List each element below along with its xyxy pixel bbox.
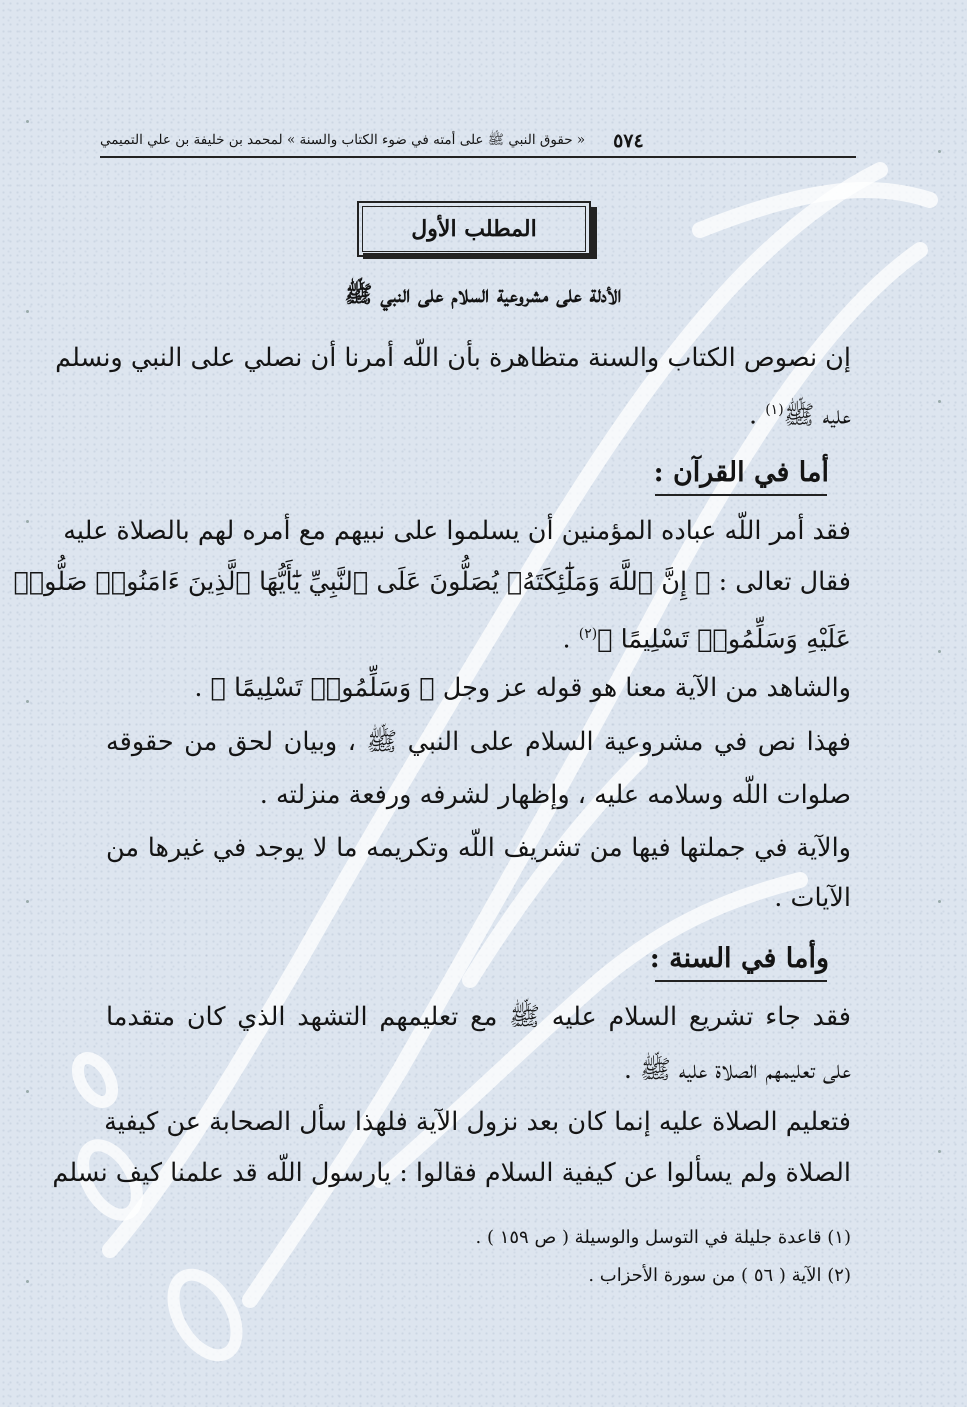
sunnah-line-4: الصلاة ولم يسألوا عن كيفية السلام فقالوا : يارسول اللّه قد علمنا كيف نسلم [52,1158,851,1188]
box-shadow-side [591,207,597,259]
quran-line-5: فهذا نص في مشروعية السلام على النبي ﷺ ، وبيان لحق من حقوقه [106,727,851,757]
section-title-box [357,201,591,257]
quran-line-8: الآيات . [774,883,851,913]
footnote-ref-2: (٢) [578,626,598,642]
quran-line-1: فقد أمر اللّه عباده المؤمنين أن يسلموا على نبيهم مع أمره لهم بالصلاة عليه [63,516,851,546]
footnote-2: (٢) الآية ( ٥٦ ) من سورة الأحزاب . [588,1265,851,1286]
sunnah-line-3: فتعليم الصلاة عليه إنما كان بعد نزول الآية فلهذا سأل الصحابة عن كيفية [104,1107,851,1137]
intro-line-2: عليه ﷺ$^{(١)}$ . [748,400,851,431]
footnote-1: (١) قاعدة جليلة في التوسل والوسيلة ( ص ١٥٩ ) . [475,1227,851,1248]
quran-line-2: فقال تعالى : ﴿ إِنَّ ٱللَّهَ وَمَلَٰٓئِكَتَهُۥ يُصَلُّونَ عَلَى ٱلنَّبِيِّ يَٰٓأَيُّهَا ٱلَّذِينَ ءَامَنُوا۟ صَلُّوا۟ [13,567,851,597]
page-header [100,126,856,158]
sunnah-line-1: فقد جاء تشريع السلام عليه ﷺ مع تعليمهم التشهد الذي كان متقدما [106,1002,851,1032]
heading-quran: أما في القرآن : [653,457,829,488]
quran-line-3: عَلَيْهِ وَسَلِّمُوا۟ تَسْلِيمًا ﴾$^{(٢)}$ . [562,624,851,655]
running-title: « حقوق النبي ﷺ على أمته في ضوء الكتاب والسنة » لمحمد بن خليفة بن علي التميمي [100,132,586,148]
heading-quran-underline [655,494,827,496]
section-subtitle: الأدلة على مشروعية السلام على النبي ﷺ [344,281,622,308]
page-number: ٥٧٤ [613,130,644,152]
quran-line-6: صلوات اللّه وسلامه عليه ، وإظهار لشرفه ورفعة منزلته . [259,780,851,810]
heading-sunnah: وأما في السنة : [649,943,829,974]
section-title: المطلب الأول [362,206,586,252]
quran-line-7: والآية في جملتها فيها من تشريف اللّه وتكريمه ما لا يوجد في غيرها من [106,833,851,863]
intro-line-1: إن نصوص الكتاب والسنة متظاهرة بأن اللّه أمرنا أن نصلي على النبي ونسلم [55,343,851,373]
heading-sunnah-underline [655,980,827,982]
quran-line-4: والشاهد من الآية معنا هو قوله عز وجل ﴿ وَسَلِّمُوا۟ تَسْلِيمًا ﴾ . [194,673,851,703]
sunnah-line-2: على تعليمهم الصلاة عليه ﷺ . [623,1055,851,1085]
footnote-ref-1: (١) [765,402,784,418]
